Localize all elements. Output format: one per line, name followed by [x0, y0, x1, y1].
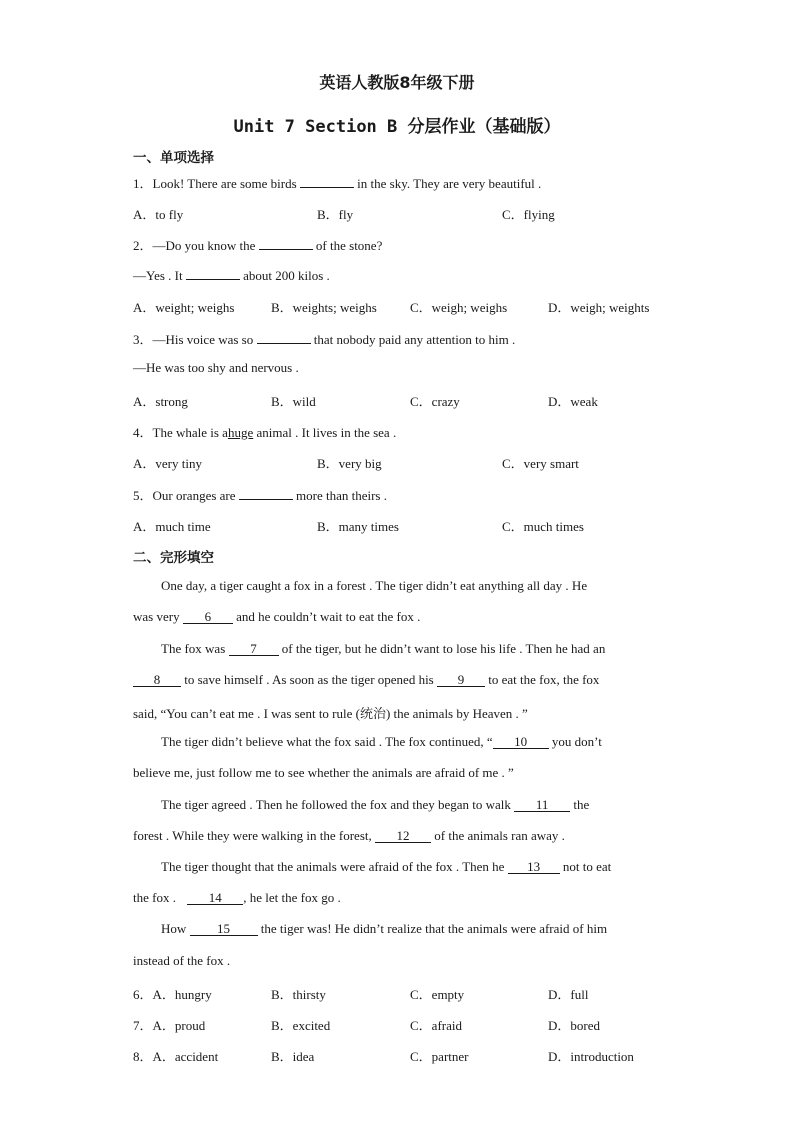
passage-line: The tiger thought that the animals were afraid of the fox . Then he 13 not to eat [161, 859, 612, 874]
passage-line: forest . While they were walking in the forest, 12 of the animals ran away . [133, 828, 565, 843]
answer-blank [239, 486, 293, 500]
cloze-7-option-c: C．afraid [410, 1018, 462, 1033]
cloze-6-option-b: B．thirsty [271, 987, 326, 1002]
passage-line: The tiger agreed . Then he followed the fox and they began to walk 11 the [161, 797, 590, 812]
section-heading-cloze: 二、完形填空 [133, 550, 214, 566]
question-1-stem: 1．Look! There are some birds in the sky. They are very beautiful . [133, 176, 542, 191]
cloze-8-option-c: C．partner [410, 1049, 469, 1064]
q3-option-b: B．wild [271, 394, 316, 409]
q1-option-a: A．to fly [133, 207, 184, 222]
q4-option-c: C．very smart [502, 456, 579, 471]
cloze-7-option-b: B．excited [271, 1018, 331, 1033]
cloze-blank-6: 6 [183, 610, 233, 624]
q3-option-a: A．strong [133, 394, 188, 409]
cloze-7-option-d: D．bored [548, 1018, 600, 1033]
cloze-6-option-d: D．full [548, 987, 589, 1002]
passage-line: The fox was 7 of the tiger, but he didn’t want to lose his life . Then he had an [161, 641, 606, 656]
q3-option-d: D．weak [548, 394, 598, 409]
passage-line: said, “You can’t eat me . I was sent to rule (统治) the animals by Heaven . ” [133, 706, 528, 721]
q1-option-b: B．fly [317, 207, 354, 222]
cloze-blank-7: 7 [229, 642, 279, 656]
answer-blank [259, 236, 313, 250]
question-2-reply: —Yes . It about 200 kilos . [133, 268, 330, 283]
answer-blank [300, 174, 354, 188]
cloze-blank-9: 9 [437, 673, 485, 687]
q2-option-c: C．weigh; weighs [410, 300, 508, 315]
passage-line: How 15 the tiger was! He didn’t realize that the animals were afraid of him [161, 921, 608, 936]
passage-line: One day, a tiger caught a fox in a forest . The tiger didn’t eat anything all day . He [161, 578, 588, 593]
cloze-blank-10: 10 [493, 735, 549, 749]
passage-line: believe me, just follow me to see whether the animals are afraid of me . ” [133, 765, 514, 780]
cloze-8-option-a: 8．A．accident [133, 1049, 219, 1064]
cloze-8-option-b: B．idea [271, 1049, 315, 1064]
passage-line: The tiger didn’t believe what the fox said . The fox continued, “ 10 you don’t [161, 734, 602, 749]
q5-option-b: B．many times [317, 519, 399, 534]
cloze-blank-8: 8 [133, 673, 181, 687]
question-3-stem: 3．—His voice was so that nobody paid any attention to him . [133, 332, 516, 347]
cloze-blank-14: 14 [187, 891, 243, 905]
passage-line: instead of the fox . [133, 953, 231, 968]
passage-line: the fox . 14 , he let the fox go . [133, 890, 341, 905]
q4-option-b: B．very big [317, 456, 382, 471]
question-2-stem: 2．—Do you know the of the stone? [133, 238, 383, 253]
cloze-6-option-a: 6．A．hungry [133, 987, 212, 1002]
answer-blank [257, 330, 311, 344]
q1-option-c: C．flying [502, 207, 555, 222]
q2-option-a: A．weight; weighs [133, 300, 235, 315]
cloze-blank-15: 15 [190, 922, 258, 936]
q2-option-d: D．weigh; weights [548, 300, 650, 315]
cloze-blank-13: 13 [508, 860, 560, 874]
question-3-reply: —He was too shy and nervous . [133, 360, 299, 375]
q5-option-a: A．much time [133, 519, 211, 534]
document-subtitle: Unit 7 Section B 分层作业（基础版） [233, 117, 561, 137]
q4-option-a: A．very tiny [133, 456, 202, 471]
cloze-7-option-a: 7．A．proud [133, 1018, 206, 1033]
passage-line: was very 6 and he couldn’t wait to eat the fox . [133, 609, 421, 624]
underlined-word: huge [227, 425, 254, 440]
q2-option-b: B．weights; weighs [271, 300, 377, 315]
question-5-stem: 5．Our oranges are more than theirs . [133, 488, 387, 503]
passage-line: 8 to save himself . As soon as the tiger opened his 9 to eat the fox, the fox [133, 672, 599, 688]
q3-option-c: C．crazy [410, 394, 460, 409]
section-heading-single-choice: 一、单项选择 [133, 150, 214, 166]
cloze-8-option-d: D．introduction [548, 1049, 634, 1064]
q5-option-c: C．much times [502, 519, 584, 534]
document-title: 英语人教版8年级下册 [319, 73, 475, 92]
cloze-blank-11: 11 [514, 798, 570, 812]
answer-blank [186, 266, 240, 280]
cloze-6-option-c: C．empty [410, 987, 465, 1002]
question-4-stem: 4．The whale is ahuge animal . It lives in the sea . [133, 425, 397, 440]
cloze-blank-12: 12 [375, 829, 431, 843]
